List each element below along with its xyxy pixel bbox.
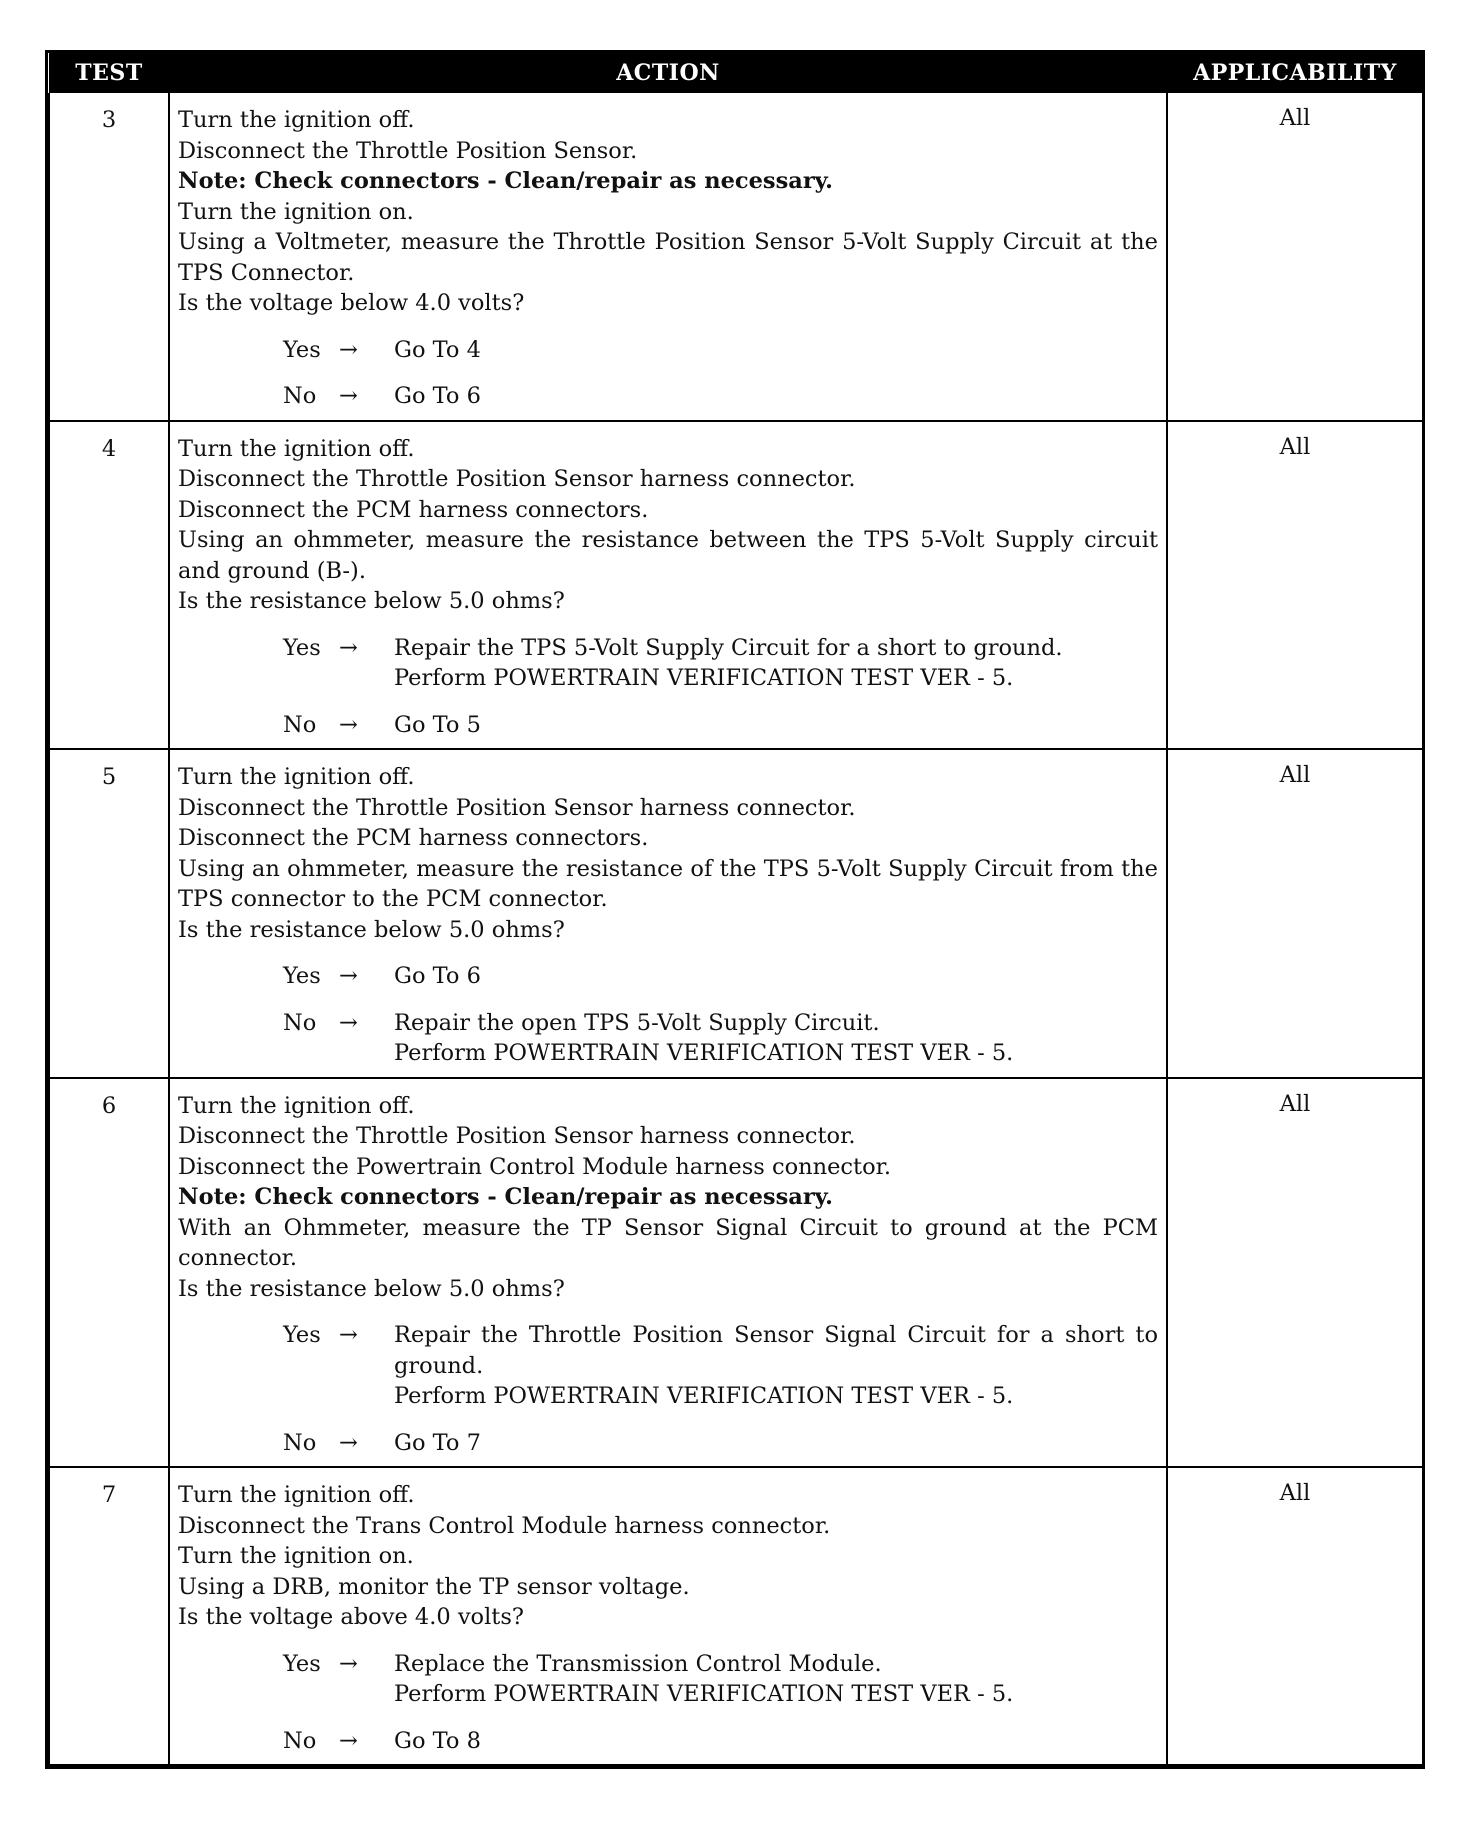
- note-line: Note: Check connectors - Clean/repair as necessary.: [178, 1184, 833, 1210]
- result-line: Perform POWERTRAIN VERIFICATION TEST VER - 5.: [394, 1681, 1014, 1707]
- header-applicability: APPLICABILITY: [1167, 53, 1423, 93]
- arrow-right-icon: →: [339, 1727, 358, 1754]
- choice-no: [283, 1726, 1158, 1757]
- choice-answer: Yes: [283, 634, 321, 661]
- instruction-line: Using an ohmmeter, measure the resistance between the TPS 5-Volt Supply circuit and ground (B-).: [178, 527, 1158, 584]
- result-line: Repair the open TPS 5-Volt Supply Circuit.: [394, 1009, 880, 1036]
- instruction-line: Disconnect the Throttle Position Sensor harness connector.: [178, 794, 856, 821]
- choice-result: [394, 1320, 1158, 1412]
- result-line: Perform POWERTRAIN VERIFICATION TEST VER - 5.: [394, 1040, 1014, 1066]
- choice-answer: No: [283, 1429, 317, 1456]
- result-line: Perform POWERTRAIN VERIFICATION TEST VER - 5.: [394, 665, 1014, 691]
- choice-result: [394, 710, 1158, 741]
- choice-no: [283, 1008, 1158, 1069]
- table-row: [49, 93, 1423, 421]
- choice-result: [394, 1649, 1158, 1710]
- instruction-line: Using a DRB, monitor the TP sensor voltage.: [178, 1573, 690, 1600]
- instruction-line: Turn the ignition off.: [178, 1092, 415, 1119]
- applicability-value: All: [1167, 421, 1423, 750]
- header-action: ACTION: [169, 53, 1167, 93]
- instruction-line: Turn the ignition off.: [178, 107, 415, 133]
- instruction-line: Is the resistance below 5.0 ohms?: [178, 1275, 565, 1302]
- test-number: 4: [49, 421, 169, 750]
- choice-yes: [283, 1649, 1158, 1710]
- result-line: Go To 7: [394, 1429, 481, 1456]
- instruction-line: Is the voltage below 4.0 volts?: [178, 290, 525, 316]
- instruction-line: Is the resistance below 5.0 ohms?: [178, 916, 565, 943]
- arrow-right-icon: →: [339, 336, 358, 363]
- choice-result: [394, 1428, 1158, 1459]
- choice-result: [394, 1008, 1158, 1069]
- choice-yes: [283, 335, 1158, 366]
- instruction-line: Disconnect the PCM harness connectors.: [178, 496, 649, 523]
- choice-no: [283, 381, 1158, 412]
- table-body: [49, 93, 1423, 1765]
- choice-no: [283, 1428, 1158, 1459]
- choice-answer: Yes: [283, 963, 321, 989]
- arrow-right-icon: →: [339, 383, 358, 409]
- instruction-line: Using an ohmmeter, measure the resistance of the TPS 5-Volt Supply Circuit from the TPS connector to the PCM connector.: [178, 855, 1158, 912]
- header-test: TEST: [49, 53, 169, 93]
- instruction-line: With an Ohmmeter, measure the TP Sensor Signal Circuit to ground at the PCM connector.: [178, 1214, 1158, 1271]
- result-line: Go To 6: [394, 963, 481, 989]
- instruction-line: Disconnect the Powertrain Control Module harness connector.: [178, 1153, 892, 1180]
- arrow-right-icon: →: [339, 963, 358, 989]
- choice-answer: No: [283, 1009, 317, 1036]
- choice-result: [394, 1726, 1158, 1757]
- table-row: [49, 1467, 1423, 1765]
- result-line: Go To 8: [394, 1727, 481, 1754]
- choice-yes: [283, 961, 1158, 992]
- action-cell: [169, 1078, 1167, 1468]
- diagnostic-test-table: [45, 50, 1425, 1769]
- result-line: Go To 4: [394, 336, 481, 363]
- applicability-value: All: [1167, 749, 1423, 1078]
- instruction-line: Turn the ignition on.: [178, 1543, 414, 1569]
- applicability-value: All: [1167, 93, 1423, 421]
- instruction-line: Is the resistance below 5.0 ohms?: [178, 588, 565, 614]
- arrow-right-icon: →: [339, 1322, 358, 1348]
- test-number: 6: [49, 1078, 169, 1468]
- result-line: Repair the Throttle Position Sensor Signal Circuit for a short to ground.: [394, 1322, 1158, 1379]
- choice-result: [394, 381, 1158, 412]
- instruction-line: Disconnect the Trans Control Module harness connector.: [178, 1512, 831, 1539]
- choice-answer: No: [283, 383, 317, 409]
- result-line: Repair the TPS 5-Volt Supply Circuit for a short to ground.: [394, 634, 1063, 661]
- test-number: 7: [49, 1467, 169, 1765]
- table-row: [49, 1078, 1423, 1468]
- applicability-value: All: [1167, 1078, 1423, 1468]
- choice-result: [394, 961, 1158, 992]
- instruction-line: Disconnect the PCM harness connectors.: [178, 825, 649, 851]
- table-row: [49, 749, 1423, 1078]
- result-line: Perform POWERTRAIN VERIFICATION TEST VER - 5.: [394, 1383, 1014, 1409]
- instruction-line: Turn the ignition on.: [178, 198, 414, 225]
- choice-no: [283, 710, 1158, 741]
- result-line: Go To 6: [394, 383, 481, 409]
- choice-answer: Yes: [283, 1650, 321, 1677]
- arrow-right-icon: →: [339, 1009, 358, 1036]
- action-cell: [169, 93, 1167, 421]
- choice-answer: Yes: [283, 336, 321, 363]
- choice-result: [394, 633, 1158, 694]
- arrow-right-icon: →: [339, 634, 358, 661]
- header-row: [49, 53, 1423, 93]
- test-number: 5: [49, 749, 169, 1078]
- instruction-line: Is the voltage above 4.0 volts?: [178, 1604, 524, 1630]
- arrow-right-icon: →: [339, 711, 358, 738]
- result-line: Go To 5: [394, 711, 481, 738]
- choice-answer: No: [283, 711, 317, 738]
- choice-result: [394, 335, 1158, 366]
- applicability-value: All: [1167, 1467, 1423, 1765]
- arrow-right-icon: →: [339, 1429, 358, 1456]
- table-row: [49, 421, 1423, 750]
- test-table: [48, 53, 1424, 1766]
- arrow-right-icon: →: [339, 1650, 358, 1677]
- action-cell: [169, 749, 1167, 1078]
- action-cell: [169, 421, 1167, 750]
- action-cell: [169, 1467, 1167, 1765]
- choice-yes: [283, 1320, 1158, 1412]
- note-line: Note: Check connectors - Clean/repair as necessary.: [178, 168, 833, 194]
- choice-yes: [283, 633, 1158, 694]
- instruction-line: Turn the ignition off.: [178, 1482, 415, 1508]
- instruction-line: Using a Voltmeter, measure the Throttle Position Sensor 5-Volt Supply Circuit at the TPS Connector.: [178, 229, 1158, 286]
- choice-answer: Yes: [283, 1322, 321, 1348]
- choice-answer: No: [283, 1727, 317, 1754]
- instruction-line: Disconnect the Throttle Position Sensor.: [178, 137, 638, 164]
- instruction-line: Disconnect the Throttle Position Sensor harness connector.: [178, 466, 856, 492]
- instruction-line: Turn the ignition off.: [178, 435, 415, 462]
- test-number: 3: [49, 93, 169, 421]
- result-line: Replace the Transmission Control Module.: [394, 1650, 882, 1677]
- instruction-line: Turn the ignition off.: [178, 764, 415, 790]
- instruction-line: Disconnect the Throttle Position Sensor harness connector.: [178, 1123, 856, 1149]
